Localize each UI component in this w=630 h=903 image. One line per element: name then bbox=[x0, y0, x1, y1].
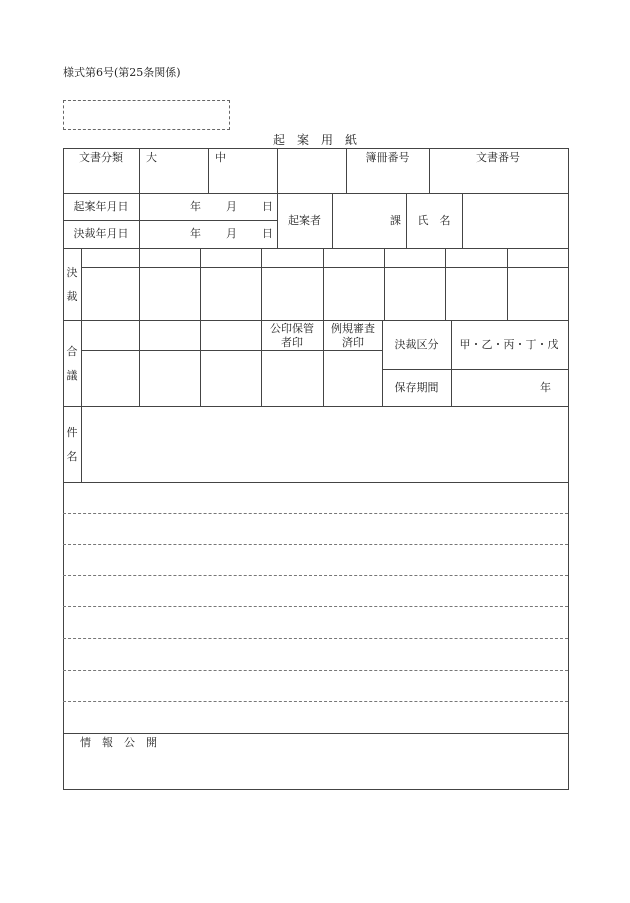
section-label: 課 bbox=[390, 214, 401, 227]
subject-label-1: 件 bbox=[66, 426, 78, 439]
decision-options: 甲・乙・丙・丁・戊 bbox=[459, 338, 559, 351]
form-title: 起 案 用 紙 bbox=[272, 133, 357, 147]
form-number: 様式第6号(第25条関係) bbox=[63, 66, 181, 79]
draft-month: 月 bbox=[226, 200, 237, 213]
review-done-label: 例規審査済印 bbox=[331, 322, 375, 349]
medium-class-label: 中 bbox=[215, 151, 226, 164]
approval-label-1: 決 bbox=[66, 266, 78, 279]
name-label: 氏 名 bbox=[417, 214, 451, 227]
decision-class-label: 決裁区分 bbox=[394, 338, 439, 351]
consult-label-1: 合 bbox=[66, 345, 78, 358]
draft-day: 日 bbox=[262, 200, 273, 213]
stamp-box bbox=[63, 100, 230, 130]
seal-custodian-label: 公印保管者印 bbox=[270, 322, 314, 349]
retention-unit: 年 bbox=[540, 381, 551, 394]
drafter-label: 起案者 bbox=[288, 214, 321, 227]
approval-month: 月 bbox=[226, 227, 237, 240]
approval-date-label: 決裁年月日 bbox=[73, 227, 129, 240]
subject-label-2: 名 bbox=[66, 450, 78, 463]
draft-date-label: 起案年月日 bbox=[73, 200, 129, 213]
approval-label-2: 裁 bbox=[66, 290, 78, 303]
approval-year: 年 bbox=[190, 227, 201, 240]
approval-day: 日 bbox=[262, 227, 273, 240]
doc-class-label: 文書分類 bbox=[79, 151, 123, 164]
register-no-label: 簿冊番号 bbox=[365, 151, 410, 164]
large-class-label: 大 bbox=[146, 151, 157, 164]
doc-no-label: 文書番号 bbox=[476, 151, 520, 164]
disclosure-label: 情 報 公 開 bbox=[80, 736, 157, 749]
retention-label: 保存期間 bbox=[394, 381, 439, 394]
consult-label-2: 議 bbox=[66, 369, 78, 382]
draft-year: 年 bbox=[190, 200, 201, 213]
